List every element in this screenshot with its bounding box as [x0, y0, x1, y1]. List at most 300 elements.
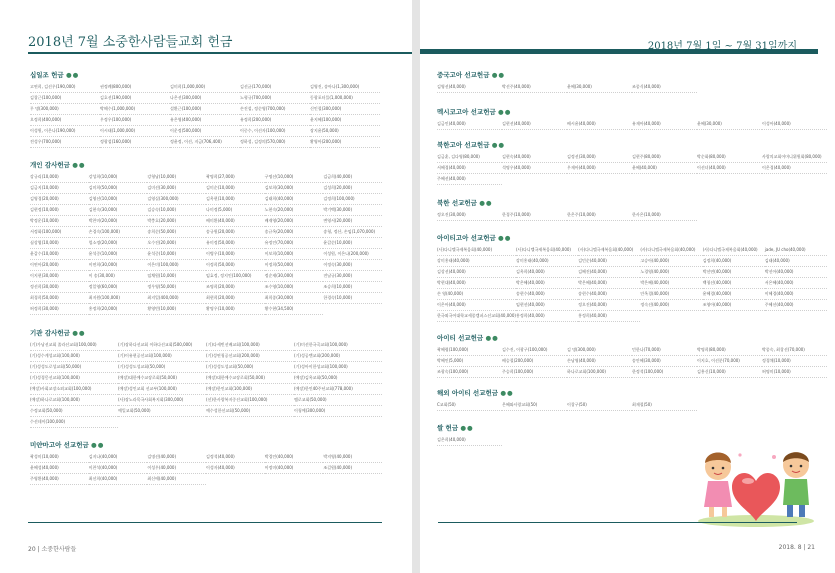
donor-entry: (기)이유현공선교회(100,000): [118, 351, 206, 362]
donor-entry: 한정석(100,000): [632, 367, 697, 378]
section-title-text: 기관 감사헌금: [30, 329, 70, 337]
donor-entry: 조광숙(100,000): [437, 367, 502, 378]
donor-entry: 윤석중(10,000): [147, 249, 206, 260]
donor-entry: 김지나(40,000): [89, 452, 148, 463]
donor-entry: (기)성성도로성교회(50,000): [30, 362, 118, 373]
donor-entry: 설환근(100,000): [170, 104, 240, 115]
donor-entry: (사)다니엘국제복음회(40,000): [516, 245, 578, 256]
donor-entry: 정순제(30,000): [265, 271, 324, 282]
donor-entry: (예장)대한예수교장로회(50,000): [118, 373, 206, 384]
donor-entry: 조수영(10,000): [265, 282, 324, 293]
donor-entry: 최희종(30,000): [265, 293, 324, 304]
donor-entry: 김미선(30,000): [147, 183, 206, 194]
donor-entry: 하나로교회(100,000): [567, 367, 632, 378]
date-range: 2018년 7월 1일 ~ 7월 31일까지: [647, 41, 797, 52]
donor-entry: 이창구(50): [567, 400, 632, 411]
donor-entry: 손경숙(100,000): [89, 227, 148, 238]
section-title-text: 북한 선교헌금: [437, 199, 477, 207]
section-mexico: [437, 107, 827, 130]
donor-entry: 수정교회(50,000): [30, 406, 118, 417]
donor-entry: 김현선(40,000): [502, 119, 567, 130]
donor-list: [30, 172, 382, 315]
donor-entry: 우재아(40,000): [567, 163, 632, 174]
donor-entry: 이성자(40,000): [206, 463, 265, 474]
donor-entry: 서혜경(40,000): [437, 163, 502, 174]
donor-entry: 노현숙(20,000): [265, 205, 324, 216]
donor-entry: 강미홍태(40,000): [437, 256, 516, 267]
donor-entry: 오수진(20,000): [147, 238, 206, 249]
donor-entry: 강성희(10,000): [89, 172, 148, 183]
donor-entry: 주승희(100,000): [502, 367, 567, 378]
section-title-dots: ●●: [498, 234, 512, 242]
donor-entry: 김현숙(40,000): [502, 152, 567, 163]
section-title: [437, 388, 827, 397]
donor-entry: 수선데이(100,000): [30, 417, 118, 428]
donor-entry: 이정미(40,000): [265, 463, 324, 474]
donor-entry: 이연희(30,000): [89, 260, 148, 271]
donor-entry: 이중수, 이선자(100,000): [240, 126, 310, 137]
donor-entry: 엠로교회(50,000): [294, 395, 382, 406]
donor-entry: 예일교회(50,000): [118, 406, 206, 417]
donor-entry: 김정희(100,000): [323, 194, 382, 205]
donor-entry: 정선희(30,000): [30, 282, 89, 293]
donor-list: [30, 82, 380, 148]
section-title: [437, 233, 827, 242]
donor-entry: 김옥현(10,000): [206, 194, 265, 205]
donor-entry: 박경인(40,000): [265, 452, 324, 463]
donor-entry: (기)가남선교회 졸라선교회(100,000): [30, 340, 118, 351]
donor-entry: 이정숙(30,000): [323, 260, 382, 271]
donor-entry: 전남규(30,000): [323, 271, 382, 282]
section-title-dots: ●●: [491, 141, 506, 149]
donor-entry: (기)성수계성교회(100,000): [30, 351, 118, 362]
donor-entry: 박해수(1,000,000): [100, 104, 170, 115]
donor-entry: 유미정(50,000): [206, 238, 265, 249]
donor-entry: jade, JU cho(40,000): [765, 245, 827, 256]
donor-list: [437, 119, 827, 130]
section-title-dots: ●●: [460, 424, 474, 432]
donor-entry: 윤혜(30,000): [567, 82, 632, 93]
section-title-text: 중국고아 선교헌금: [437, 71, 490, 79]
donor-entry: 전성우(700,000): [30, 137, 100, 148]
section-tithe: [30, 70, 380, 148]
donor-entry: 김흥신(10,000): [697, 367, 762, 378]
donor-entry: 임채원(10,000): [147, 271, 206, 282]
donor-entry: 김혜진(40,000): [578, 267, 640, 278]
section-title-text: 아이티 선교헌금: [437, 334, 484, 342]
footer-page-left: 20 | 소중한사람들: [28, 546, 77, 553]
section-title: [437, 198, 827, 207]
donor-entry: 안옥경(40,000): [640, 289, 702, 300]
donor-entry: (기)성성도성교회(50,000): [206, 362, 294, 373]
donor-entry: 김현숙(30,000): [89, 205, 148, 216]
donor-entry: 김명선(40,000): [147, 452, 206, 463]
donor-entry: 윤갑순(10,000): [323, 238, 382, 249]
donor-entry: (기)성경몽선교회(100,000): [30, 373, 118, 384]
section-haiti_mission: [437, 333, 827, 378]
donor-entry: 나미정(5,000): [206, 205, 265, 216]
donor-entry: (예장)성인교회 선교부(100,000): [118, 384, 206, 395]
donor-entry: 강미홍태(40,000): [516, 256, 578, 267]
donor-entry: 김승숙(10,000): [147, 205, 206, 216]
donor-entry: 김영진, 송아나(1,300,000): [310, 82, 380, 93]
donor-entry: 윤혜(30,000): [697, 119, 762, 130]
donor-entry: 박은혜(40,000): [640, 278, 702, 289]
donor-list: [437, 400, 827, 411]
donor-entry: 윤지혜(100,000): [310, 115, 380, 126]
donor-entry: 무 명(300,000): [30, 104, 100, 115]
donor-entry: 김 명(300,000): [567, 345, 632, 356]
donor-entry: 강형남(10,000): [147, 172, 206, 183]
donor-entry: 사랑의교회어머니위원회(80,000): [762, 152, 827, 163]
donor-entry: 손진섭, 정순영(700,000): [240, 104, 310, 115]
donor-entry: 김수진, 이광구(100,000): [502, 345, 567, 356]
section-china: [437, 70, 827, 93]
donor-entry: 김보희(30,000): [265, 183, 324, 194]
donor-entry: 구명선(10,000): [265, 172, 324, 183]
donor-entry: 곽혜령(100,000): [437, 345, 502, 356]
donor-entry: 손남영(40,000): [567, 356, 632, 367]
donor-entry: 박은혜(40,000): [516, 278, 578, 289]
donor-entry: 김태희(40,000): [265, 194, 324, 205]
donor-entry: 박종숙, 최창선(70,000): [762, 345, 827, 356]
section-title-dots: ●●: [479, 199, 493, 207]
section-personal: [30, 160, 382, 315]
donor-entry: 윤혜(40,000): [632, 163, 697, 174]
section-title-dots: ●●: [72, 161, 86, 169]
donor-entry: 이은미(100,000): [147, 260, 206, 271]
donor-entry: 유정희(200,000): [240, 115, 310, 126]
donor-entry: 김금지(10,000): [30, 183, 89, 194]
donor-entry: 김창근(100,000): [30, 93, 100, 104]
donor-entry: 송형, 정산, 손임(1,070,000): [323, 227, 382, 238]
donor-entry: (예장)사회교장소외교회(100,000): [30, 384, 118, 395]
donor-entry: 박은혜(40,000): [578, 278, 640, 289]
heart-couple-illustration: [692, 435, 820, 531]
section-title-text: 해외 아이티 선교헌금: [437, 389, 499, 397]
donor-entry: 박명희(80,000): [697, 345, 762, 356]
right-page: [420, 0, 835, 573]
donor-entry: 주영환(40,000): [30, 474, 89, 485]
donor-entry: 조승희(10,000): [323, 282, 382, 293]
page-title: 2018년 7월 소중한사람들교회 헌금: [28, 35, 233, 50]
donor-entry: 정오진(40,000): [578, 300, 640, 311]
donor-entry: 임효정, 정지인(100,000): [206, 271, 265, 282]
donor-entry: 노형규(700,000): [240, 93, 310, 104]
donor-list: [437, 345, 827, 378]
section-title: [437, 107, 827, 116]
donor-entry: 배승철(200,000): [502, 356, 567, 367]
donor-entry: 김호선(190,000): [100, 93, 170, 104]
donor-entry: 석명우(40,000): [502, 163, 567, 174]
donor-entry: 김현정(10,000): [30, 205, 89, 216]
donor-entry: 최현희(20,000): [206, 293, 265, 304]
section-usa_mission: [30, 440, 382, 485]
donor-entry: (사)다니엘국제복음회(40,000): [703, 245, 765, 256]
donor-entry: 박기백(30,000): [323, 205, 382, 216]
donor-entry: 이청예(300,000): [294, 406, 382, 417]
donor-list: [437, 152, 827, 185]
donor-entry: 한국외국어대학교세종캠퍼스선교회(40,000): [437, 311, 516, 322]
donor-entry: 김성희(20,000): [323, 183, 382, 194]
donor-entry: 이선녀(40,000): [697, 163, 762, 174]
donor-entry: 이정희(50,000): [265, 260, 324, 271]
footer-rule: [28, 522, 382, 523]
donor-list: [437, 245, 827, 322]
section-title: [437, 140, 827, 149]
donor-entry: 김영실(300,000): [147, 194, 206, 205]
donor-entry: 박찬미(20,000): [89, 216, 148, 227]
donor-entry: 김금인(40,000): [437, 119, 502, 130]
donor-entry: 배미환(40,000): [206, 216, 265, 227]
donor-entry: 정광섭(160,000): [100, 137, 170, 148]
donor-entry: 정경채(10,000): [762, 356, 827, 367]
donor-entry: 송규원(20,000): [206, 227, 265, 238]
donor-entry: 최지원(100,000): [89, 293, 148, 304]
section-title-text: 멕시코고아 선교헌금: [437, 108, 496, 116]
donor-entry: 이지현(30,000): [30, 271, 89, 282]
donor-entry: 김미순(10,000): [206, 183, 265, 194]
section-title: [437, 70, 827, 79]
donor-entry: 정우영(50,000): [147, 282, 206, 293]
donor-entry: 김정석(40,000): [206, 452, 265, 463]
donor-entry: 이지호, 이선분(70,000): [697, 356, 762, 367]
donor-entry: 김미희(50,000): [89, 183, 148, 194]
donor-entry: (예장)한인40주년교회(778,000): [294, 384, 382, 395]
donor-entry: 김영선(40,000): [437, 82, 502, 93]
section-title-text: 미얀마고아 선교헌금: [30, 441, 89, 449]
donor-entry: 홍정희(40,000): [578, 311, 640, 322]
donor-entry: (사)다니엘국제복음회(40,000): [578, 245, 640, 256]
donor-entry: (예장)김옥교회(50,000): [294, 373, 382, 384]
footer-rule: [438, 522, 797, 523]
donor-entry: 이은아(40,000): [437, 300, 516, 311]
donor-entry: (사)장노라목국사회복지회(300,000): [118, 395, 206, 406]
donor-entry: 조영아(40,000): [703, 300, 765, 311]
donor-entry: 곽명희(27,000): [206, 172, 265, 183]
donor-entry: 김상선(40,000): [437, 267, 516, 278]
left-page: [0, 0, 412, 573]
donor-entry: C교회(50): [437, 400, 502, 411]
donor-entry: 권정례(800,000): [100, 82, 170, 93]
donor-entry: 한경숙(10,000): [323, 293, 382, 304]
donor-entry: 김정선(30,000): [567, 152, 632, 163]
donor-entry: (기)성연청공선교회(200,000): [206, 351, 294, 362]
donor-entry: 정오진(30,000): [437, 210, 502, 221]
donor-list: [30, 452, 382, 485]
donor-entry: 김태(40,000): [765, 256, 827, 267]
donor-entry: 이혜경(40,000): [765, 289, 827, 300]
footer-page-right: 2018. 8 | 21: [778, 544, 815, 551]
donor-entry: 김은희(40,000): [437, 435, 502, 446]
donor-entry: 황영아(200,000): [310, 137, 380, 148]
donor-entry: 유은영(400,000): [170, 115, 240, 126]
section-title: [437, 333, 827, 342]
donor-entry: 주혜선(40,000): [437, 174, 502, 185]
donor-entry: 이은경(40,000): [762, 163, 827, 174]
donor-entry: 최재철(50): [632, 400, 697, 411]
donor-entry: 한은주(10,000): [567, 210, 632, 221]
section-title-dots: ●●: [485, 334, 499, 342]
section-title: [30, 70, 380, 79]
donor-entry: 황명우(10,000): [206, 304, 265, 315]
donor-entry: 오정희(400,000): [30, 115, 100, 126]
donor-entry: 김영선(10,000): [89, 194, 148, 205]
donor-entry: 서은혜(40,000): [765, 278, 827, 289]
donor-entry: 정일영(60,000): [89, 282, 148, 293]
donor-entry: 김금희(40,000): [323, 172, 382, 183]
donor-entry: 송안혜(30,000): [632, 356, 697, 367]
donor-entry: 유재아(40,000): [632, 119, 697, 130]
donor-entry: 홍정희(40,000): [516, 311, 578, 322]
section-nk: [437, 198, 827, 221]
donor-entry: (예장)대한예수교장로회(50,000): [206, 373, 294, 384]
donor-entry: 박선주(40,000): [502, 82, 567, 93]
donor-entry: 유정인(70,000): [265, 238, 324, 249]
donor-entry: 변영서(20,000): [323, 216, 382, 227]
donor-entry: 허명미(10,000): [762, 367, 827, 378]
donor-entry: 강규리(10,000): [30, 172, 89, 183]
donor-entry: (기)성아이한성교회(100,000): [294, 362, 382, 373]
donor-entry: 송현수(40,000): [516, 289, 578, 300]
donor-entry: 황수현(34,500): [265, 304, 324, 315]
donor-entry: (예장)하나로교회(100,000): [30, 395, 118, 406]
donor-entry: 윤석중(10,000): [89, 249, 148, 260]
donor-entry: 박혜인(5,000): [437, 356, 502, 367]
donor-entry: 최지일(400,000): [147, 293, 206, 304]
donor-entry: 송현수(40,000): [578, 289, 640, 300]
donor-entry: 박현대(40,000): [437, 278, 516, 289]
section-title-text: 쌀 헌금: [437, 424, 459, 432]
section-title-dots: ●●: [498, 108, 512, 116]
donor-entry: 임현선(40,000): [516, 300, 578, 311]
donor-entry: 이성원, 이은나(200,000): [323, 249, 382, 260]
section-institution: [30, 328, 382, 428]
donor-entry: 은혜와사랑교회(50): [502, 400, 567, 411]
section-nk_child: [437, 140, 827, 185]
donor-entry: 황영빈(10,000): [147, 304, 206, 315]
donor-entry: (기)장하다선교회 이하다선교회(500,000): [118, 340, 206, 351]
donor-entry: 이연아(20,000): [30, 260, 89, 271]
donor-entry: 배재영(20,000): [265, 216, 324, 227]
donor-entry: 박정운(10,000): [30, 216, 89, 227]
header-rule: [28, 52, 412, 54]
donor-entry: 김정희(40,000): [703, 256, 765, 267]
donor-entry: 허정희(30,000): [30, 304, 89, 315]
donor-entry: 고승아(40,000): [640, 256, 702, 267]
donor-entry: 장지윤(50,000): [310, 126, 380, 137]
donor-list: [437, 210, 827, 221]
donor-entry: 우정우(100,000): [100, 115, 170, 126]
donor-entry: (기)성공맨교회(200,000): [294, 351, 382, 362]
donor-entry: 김영경(20,000): [30, 194, 89, 205]
donor-entry: 박충호(20,000): [147, 216, 206, 227]
donor-entry: 윤혜경(40,000): [703, 289, 765, 300]
donor-entry: 조종식(40,000): [632, 82, 697, 93]
donor-entry: 박선연(40,000): [703, 267, 765, 278]
donor-entry: 민한나(70,000): [632, 345, 697, 356]
donor-entry: 최경희(50,000): [30, 293, 89, 304]
donor-entry: 서정화(100,000): [30, 227, 89, 238]
donor-list: [437, 82, 827, 93]
donor-entry: 김민순(40,000): [578, 256, 640, 267]
donor-entry: 이보희(10,000): [265, 249, 324, 260]
donor-entry: (사)다니엘국제복음회(40,000): [640, 245, 702, 256]
donor-entry: 박지영(40,000): [323, 452, 382, 463]
donor-entry: 이성아(40,000): [762, 119, 827, 130]
section-title: [437, 423, 827, 432]
donor-entry: 김금훈, 김다영(80,000): [437, 152, 502, 163]
donor-entry: 홍정희(20,000): [89, 304, 148, 315]
section-haiti_children: [437, 233, 827, 322]
donor-entry: 조명희(20,000): [206, 282, 265, 293]
section-title-dots: ●●: [91, 441, 105, 449]
section-title: [30, 440, 382, 449]
section-title-text: 십일조 헌금: [30, 71, 64, 79]
donor-entry: 한사은(10,000): [632, 210, 697, 221]
donor-entry: 이병우(10,000): [206, 249, 265, 260]
donor-entry: (선)한사랑복지중선교회(100,000): [206, 395, 294, 406]
section-title-dots: ●●: [500, 389, 514, 397]
donor-entry: (사)다니엘국제복음회(40,000): [437, 245, 516, 256]
donor-entry: 신인철(300,000): [310, 104, 380, 115]
donor-entry: 곽성미(10,000): [30, 452, 89, 463]
donor-entry: (기)다세빈선배교회(100,000): [206, 340, 294, 351]
section-title: [30, 160, 382, 169]
donor-entry: 주혜선(40,000): [765, 300, 827, 311]
donor-entry: 이찬석(40,000): [89, 463, 148, 474]
donor-entry: 박순화(80,000): [697, 152, 762, 163]
donor-entry: 이정희(50,000): [206, 260, 265, 271]
donor-entry: 노경영(40,000): [640, 267, 702, 278]
donor-list: [30, 340, 382, 428]
donor-entry: 박선아(40,000): [765, 267, 827, 278]
donor-entry: 손 영(40,000): [437, 289, 516, 300]
section-title: [30, 328, 382, 337]
donor-entry: 이운정(500,000): [170, 126, 240, 137]
section-title-text: 개인 감사헌금: [30, 161, 70, 169]
donor-entry: (기)미선한국곡교회(100,000): [294, 340, 382, 351]
donor-entry: 엄소정(20,000): [89, 238, 148, 249]
donor-entry: 배시윤(40,000): [567, 119, 632, 130]
donor-entry: 송희순(50,000): [147, 227, 206, 238]
donor-entry: 이성우(40,000): [147, 463, 206, 474]
donor-entry: 김선균(170,000): [240, 82, 310, 93]
donor-entry: 김미희(1,000,000): [170, 82, 240, 93]
donor-entry: 예수성한선교회(50,000): [206, 406, 294, 417]
section-title-dots: ●●: [491, 71, 506, 79]
donor-entry: 송규옥(20,000): [265, 227, 324, 238]
donor-entry: 정숙선(40,000): [640, 300, 702, 311]
section-overseas: [437, 388, 827, 411]
donor-entry: 김옥희(40,000): [516, 267, 578, 278]
donor-entry: 최신애(40,000): [147, 474, 206, 485]
donor-entry: 김현주(80,000): [632, 152, 697, 163]
section-title-text: 아이티고아 선교헌금: [437, 234, 496, 242]
donor-entry: 이성원, 이은나(190,000): [30, 126, 100, 137]
section-title-text: 북한고아 선교헌금: [437, 141, 490, 149]
donor-entry: 최선희(40,000): [89, 474, 148, 485]
donor-entry: (기)성성도성교회(50,000): [118, 362, 206, 373]
donor-entry: 정하성, 김정의(570,000): [240, 137, 310, 148]
donor-entry: 윤갑수(10,000): [30, 249, 89, 260]
donor-entry: 정윤정, 이선, 지금(706,400): [170, 137, 240, 148]
donor-entry: 고연희, 김선우(190,000): [30, 82, 100, 93]
donor-entry: 이시태(1,000,000): [100, 126, 170, 137]
donor-entry: 한경주(10,000): [502, 210, 567, 221]
donor-entry: 윤혜성(40,000): [30, 463, 89, 474]
donor-entry: 나은선(300,000): [170, 93, 240, 104]
